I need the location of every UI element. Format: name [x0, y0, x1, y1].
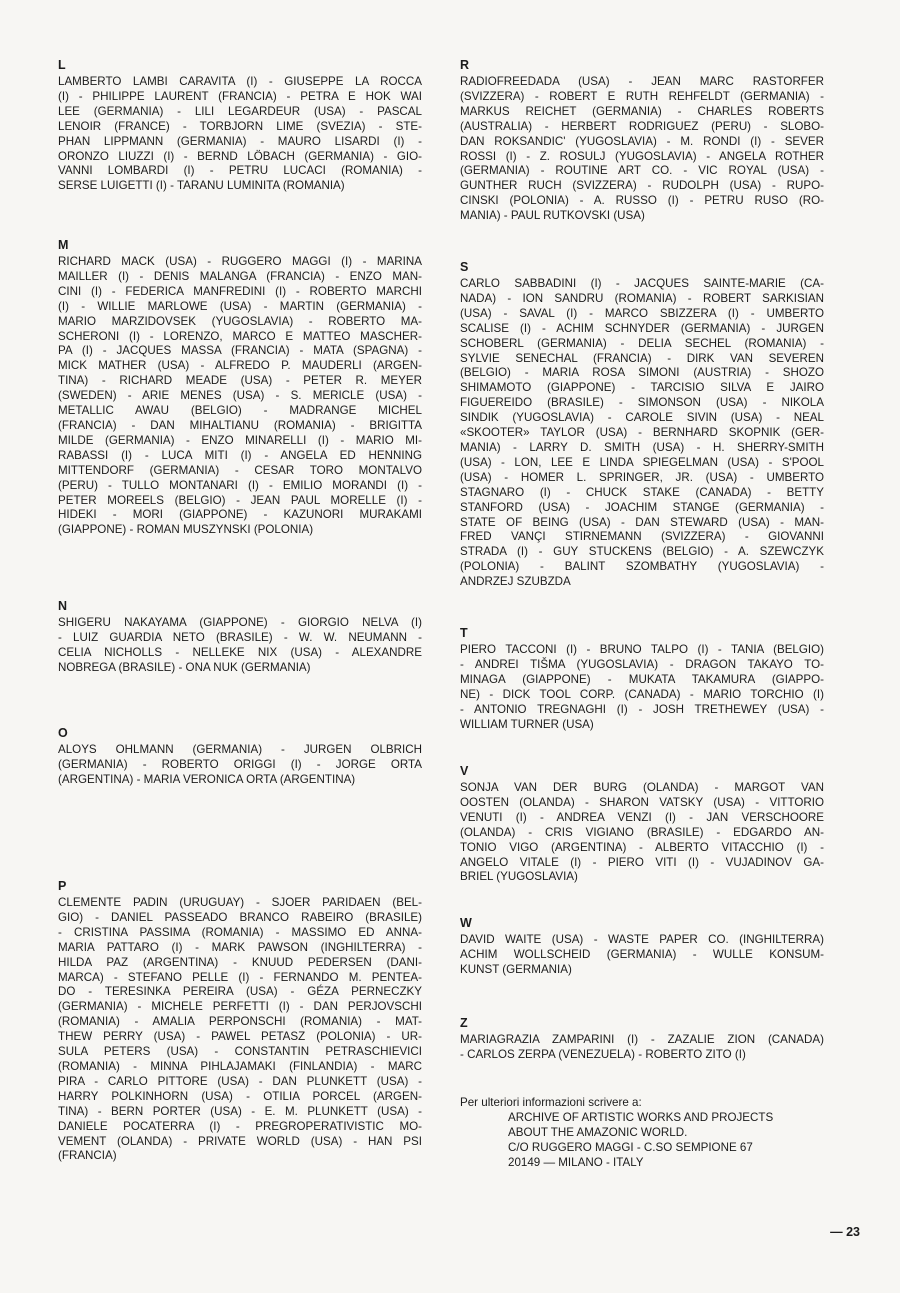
entry-line: - CARLOS ZERPA (VENEZUELA) - ROBERTO ZITO (I) [460, 1047, 746, 1061]
entry-line: SYLVIE SENECHAL (FRANCIA) - DIRK VAN SEVEREN [460, 351, 824, 365]
section-z [460, 1016, 824, 1063]
entry-line: (ARGENTINA) - MARIA VERONICA ORTA (ARGENTINA) [58, 772, 356, 786]
section-letter: W [460, 916, 472, 930]
entry-line: DAVID WAITE (USA) - WASTE PAPER CO. (INGHILTERRA) [460, 933, 824, 946]
entry-line: MAILLER (I) - DENIS MALANGA (FRANCIA) - ENZO MAN- [58, 269, 422, 283]
entry-line: PA (I) - JACQUES MASSA (FRANCIA) - MATA (SPAGNA) - [58, 344, 422, 358]
entry-line: GUNTHER RUCH (SVIZZERA) - RUDOLPH (USA) - RUPO- [460, 179, 824, 193]
entry-line: PIERO TACCONI (I) - BRUNO TALPO (I) - TANIA (BELGIO) [460, 643, 824, 656]
entry-line: ROSSI (I) - Z. ROSULJ (YUGOSLAVIA) - ANGELA ROTHER [460, 149, 824, 163]
section-entries [460, 933, 824, 978]
entry-line: NOBREGA (BRASILE) - ONA NUK (GERMANIA) [58, 660, 311, 674]
entry-line: BRIEL (YUGOSLAVIA) [460, 870, 578, 884]
entry-line: ALOYS OHLMANN (GERMANIA) - JURGEN OLBRICH [58, 743, 422, 756]
entry-line: MARIA PATTARO (I) - MARK PAWSON (INGHILTERRA) - [58, 940, 422, 954]
entry-line: (GERMANIA) - ROBERTO ORIGGI (I) - JORGE ORTA [58, 757, 422, 771]
entry-line: (I) - WILLIE MARLOWE (USA) - MARTIN (GERMANIA) - [58, 299, 422, 313]
entry-line: ANGELO VITALE (I) - PIERO VITI (I) - VUJADINOV GA- [460, 855, 824, 869]
entry-line: (BELGIO) - MARIA ROSA SIMONI (AUSTRIA) - SHOZO [460, 366, 824, 380]
entry-line: (I) - PHILIPPE LAURENT (FRANCIA) - PETRA E HOK WAI [58, 89, 422, 103]
entry-line: - ANTONIO TREGNAGHI (I) - JOSH TRETHEWEY (USA) - [460, 702, 824, 716]
section-letter: O [58, 726, 68, 740]
entry-line: STATE OF BEING (USA) - DAN STEWARD (USA) - MAN- [460, 515, 824, 529]
address-line: ABOUT THE AMAZONIC WORLD. [508, 1125, 688, 1139]
address-line: 20149 — MILANO - ITALY [508, 1155, 644, 1169]
contact-address [508, 1111, 830, 1171]
entry-line: (USA) - SAVAL (I) - MARCO SBIZZERA (I) - UMBERTO [460, 306, 824, 320]
section-letter: Z [460, 1016, 468, 1030]
section-entries [58, 896, 422, 1164]
entry-line: SCHERONI (I) - LORENZO, MARCO E MATTEO MASCHER- [58, 329, 422, 343]
entry-line: MINAGA (GIAPPONE) - MUKATA TAKAMURA (GIAPPO- [460, 672, 824, 686]
entry-line: - LUIZ GUARDIA NETO (BRASILE) - W. W. NEUMANN - [58, 630, 422, 644]
entry-line: ORONZO LIUZZI (I) - BERND LÖBACH (GERMANIA) - GIO- [58, 149, 422, 163]
entry-line: SINDIK (YUGOSLAVIA) - CAROLE SIVIN (USA) - NEAL [460, 411, 824, 425]
section-letter: P [58, 879, 67, 893]
entry-line: (GERMANIA) - ROUTINE ART CO. - VIC ROYAL (USA) - [460, 164, 824, 178]
entry-line: SCHOBERL (GERMANIA) - DELIA SECHEL (ROMANIA) - [460, 336, 824, 350]
entry-line: VENUTI (I) - ANDREA VENZI (I) - JAN VERSCHOORE [460, 810, 824, 824]
entry-line: PHAN LIPPMANN (GERMANIA) - MAURO LISARDI (I) - [58, 134, 422, 148]
section-w [460, 916, 824, 978]
entry-line: SHIMAMOTO (GIAPPONE) - TARCISIO SILVA E JAIRO [460, 381, 824, 395]
entry-line: (SWEDEN) - ARIE MENES (USA) - S. MERICLE (USA) - [58, 389, 422, 403]
entry-line: LENOIR (FRANCE) - TORBJORN LIME (SVEZIA) - STE- [58, 119, 422, 133]
entry-line: DO - TERESINKA PEREIRA (USA) - GÉZA PERNECZKY [58, 985, 422, 999]
section-v [460, 764, 824, 885]
entry-line: TINA) - BERN PORTER (USA) - E. M. PLUNKETT (USA) - [58, 1104, 422, 1118]
entry-line: (FRANCIA) [58, 1149, 117, 1163]
entry-line: MANIA) - PAUL RUTKOVSKI (USA) [460, 209, 645, 223]
entry-line: - CRISTINA PASSIMA (ROMANIA) - MASSIMO ED ANNA- [58, 925, 422, 939]
entry-line: (OLANDA) - CRIS VIGIANO (BRASILE) - EDGARDO AN- [460, 825, 824, 839]
section-letter: N [58, 599, 68, 613]
entry-line: RABASSI (I) - LUCA MITI (I) - ANGELA ED HENNING [58, 448, 422, 462]
entry-line: PIRA - CARLO PITTORE (USA) - DAN PLUNKETT (USA) - [58, 1074, 422, 1088]
entry-line: NADA) - ION SANDRU (ROMANIA) - ROBERT SARKISIAN [460, 291, 824, 305]
entry-line: ACHIM WOLLSCHEID (GERMANIA) - WULLE KONSUM- [460, 947, 824, 961]
section-o [58, 726, 422, 788]
entry-line: PETER MOREELS (BELGIO) - JEAN PAUL MORELLE (I) - [58, 493, 422, 507]
entry-line: HILDA PAZ (ARGENTINA) - KNUUD PEDERSEN (DANI- [58, 955, 422, 969]
entry-line: MARIAGRAZIA ZAMPARINI (I) - ZAZALIE ZION (CANADA) [460, 1033, 824, 1046]
section-entries [58, 255, 422, 538]
entry-line: LEE (GERMANIA) - LILI LEGARDEUR (USA) - PASCAL [58, 104, 422, 118]
entry-line: «SKOOTER» TAYLOR (USA) - BERNHARD SKOPNIK (GER- [460, 426, 824, 440]
entry-line: MARCA) - STEFANO PELLE (I) - FERNANDO M. PENTEA- [58, 970, 422, 984]
section-letter: R [460, 58, 470, 72]
section-p [58, 879, 422, 1164]
entry-line: MARIO MARZIDOVSEK (YUGOSLAVIA) - ROBERTO MA- [58, 314, 422, 328]
entry-line: (GIAPPONE) - ROMAN MUSZYNSKI (POLONIA) [58, 523, 314, 537]
address-line: C/O RUGGERO MAGGI - C.SO SEMPIONE 67 [508, 1140, 753, 1154]
entry-line: CINSKI (POLONIA) - A. RUSSO (I) - PETRU RUSO (RO- [460, 194, 824, 208]
entry-line: KUNST (GERMANIA) [460, 962, 572, 976]
entry-line: (GERMANIA) - MICHELE PERFETTI (I) - DAN PERJOVSCHI [58, 1000, 422, 1014]
entry-line: RICHARD MACK (USA) - RUGGERO MAGGI (I) - MARINA [58, 255, 422, 268]
section-letter: V [460, 764, 469, 778]
entry-line: (USA) - HOMER L. SPRINGER, JR. (USA) - UMBERTO [460, 470, 824, 484]
entry-line: NE) - DICK TOOL CORP. (CANADA) - MARIO TORCHIO (I) [460, 687, 824, 701]
section-entries [58, 743, 422, 788]
entry-line: (SVIZZERA) - ROBERT E RUTH REHFELDT (GERMANIA) - [460, 89, 824, 103]
section-letter: L [58, 58, 66, 72]
entry-line: METALLIC AWAU (BELGIO) - MADRANGE MICHEL [58, 404, 422, 418]
section-t [460, 626, 824, 732]
entry-line: STRADA (I) - GUY STUCKENS (BELGIO) - A. SZEWCZYK [460, 545, 824, 559]
entry-line: (AUSTRALIA) - HERBERT RODRIGUEZ (PERU) - SLOBO- [460, 119, 824, 133]
entry-line: ANDRZEJ SZUBZDA [460, 575, 571, 589]
entry-line: (ROMANIA) - AMALIA PERPONSCHI (ROMANIA) - MAT- [58, 1015, 422, 1029]
section-letter: S [460, 260, 469, 274]
entry-line: CLEMENTE PADIN (URUGUAY) - SJOER PARIDAEN (BEL- [58, 896, 422, 909]
entry-line: (USA) - LON, LEE E LINDA SPIEGELMAN (USA) - S'POOL [460, 455, 824, 469]
entry-line: OOSTEN (OLANDA) - SHARON VATSKY (USA) - VITTORIO [460, 795, 824, 809]
entry-line: CARLO SABBADINI (I) - JACQUES SAINTE-MARIE (CA- [460, 277, 824, 290]
entry-line: (ROMANIA) - MINNA PIHLAJAMAKI (FINLANDIA) - MARC [58, 1059, 422, 1073]
entry-line: VEMENT (OLANDA) - PRIVATE WORLD (USA) - HAN PSI [58, 1134, 422, 1148]
entry-line: SULA PETERS (USA) - CONSTANTIN PETRASCHIEVICI [58, 1045, 422, 1059]
entry-line: LAMBERTO LAMBI CARAVITA (I) - GIUSEPPE LA ROCCA [58, 75, 422, 88]
entry-line: RADIOFREEDADA (USA) - JEAN MARC RASTORFER [460, 75, 824, 88]
section-entries [460, 75, 824, 224]
entry-line: CINI (I) - FEDERICA MANFREDINI (I) - ROBERTO MARCHI [58, 284, 422, 298]
section-entries [58, 75, 422, 194]
section-n [58, 599, 422, 676]
entry-line: HIDEKI - MORI (GIAPPONE) - KAZUNORI MURAKAMI [58, 508, 422, 522]
contact-block [460, 1096, 830, 1171]
entry-line: TONIO VIGO (ARGENTINA) - ALBERTO VITACCHIO (I) - [460, 840, 824, 854]
section-l [58, 58, 422, 194]
section-letter: T [460, 626, 468, 640]
entry-line: VANNI LOMBARDI (I) - PETRU LUCACI (ROMANIA) - [58, 164, 422, 178]
section-r [460, 58, 824, 224]
entry-line: MARKUS REICHET (GERMANIA) - CHARLES ROBERTS [460, 104, 824, 118]
entry-line: CELIA NICHOLLS - NELLEKE NIX (USA) - ALEXANDRE [58, 645, 422, 659]
entry-line: (FRANCIA) - DAN MIHALTIANU (ROMANIA) - BRIGITTA [58, 418, 422, 432]
section-m [58, 238, 422, 538]
section-s [460, 260, 824, 590]
section-letter: M [58, 238, 69, 252]
entry-line: WILLIAM TURNER (USA) [460, 717, 594, 731]
entry-line: MICK MATHER (USA) - ALFREDO P. MAUDERLI (ARGEN- [58, 359, 422, 373]
section-entries [460, 277, 824, 590]
entry-line: THEW PERRY (USA) - PAWEL PETASZ (POLONIA) - UR- [58, 1030, 422, 1044]
entry-line: DAN ROKSANDIC' (YUGOSLAVIA) - M. RONDI (I) - SEVER [460, 134, 824, 148]
entry-line: SONJA VAN DER BURG (OLANDA) - MARGOT VAN [460, 781, 824, 794]
section-entries [58, 616, 422, 676]
entry-line: HARRY POLKINHORN (USA) - OTILIA PORCEL (ARGEN- [58, 1089, 422, 1103]
entry-line: MITTENDORF (GERMANIA) - CESAR TORO MONTALVO [58, 463, 422, 477]
address-line: ARCHIVE OF ARTISTIC WORKS AND PROJECTS [508, 1110, 774, 1124]
entry-line: TINA) - RICHARD MEADE (USA) - PETER R. MEYER [58, 374, 422, 388]
page-number: — 23 [830, 1225, 860, 1239]
entry-line: DANIELE POCATERRA (I) - PREGROPERATIVISTIC MO- [58, 1119, 422, 1133]
entry-line: GIO) - DANIEL PASSEADO BRANCO RABEIRO (BRASILE) [58, 910, 422, 924]
entry-line: FIGUEREIDO (BRASILE) - SIMONSON (USA) - NIKOLA [460, 396, 824, 410]
entry-line: SHIGERU NAKAYAMA (GIAPPONE) - GIORGIO NELVA (I) [58, 616, 422, 629]
entry-line: STANFORD (USA) - JOACHIM STANGE (GERMANIA) - [460, 500, 824, 514]
contact-intro: Per ulteriori informazioni scrivere a: [460, 1096, 642, 1109]
entry-line: MILDE (GERMANIA) - ENZO MINARELLI (I) - MARIO MI- [58, 433, 422, 447]
entry-line: SCALISE (I) - ACHIM SCHNYDER (GERMANIA) - JURGEN [460, 321, 824, 335]
entry-line: SERSE LUIGETTI (I) - TARANU LUMINITA (ROMANIA) [58, 179, 345, 193]
entry-line: FRED VANÇI STIRNEMANN (SVIZZERA) - GIOVANNI [460, 530, 824, 544]
entry-line: (POLONIA) - BALINT SZOMBATHY (YUGOSLAVIA) - [460, 560, 824, 574]
entry-line: STAGNARO (I) - CHUCK STAKE (CANADA) - BETTY [460, 485, 824, 499]
entry-line: (PERU) - TULLO MONTANARI (I) - EMILIO MORANDI (I) - [58, 478, 422, 492]
section-entries [460, 1033, 824, 1063]
entry-line: MANIA) - LARRY D. SMITH (USA) - H. SHERRY-SMITH [460, 440, 824, 454]
section-entries [460, 643, 824, 732]
entry-line: - ANDREI TIŠMA (YUGOSLAVIA) - DRAGON TAKAYO TO- [460, 657, 824, 671]
section-entries [460, 781, 824, 885]
